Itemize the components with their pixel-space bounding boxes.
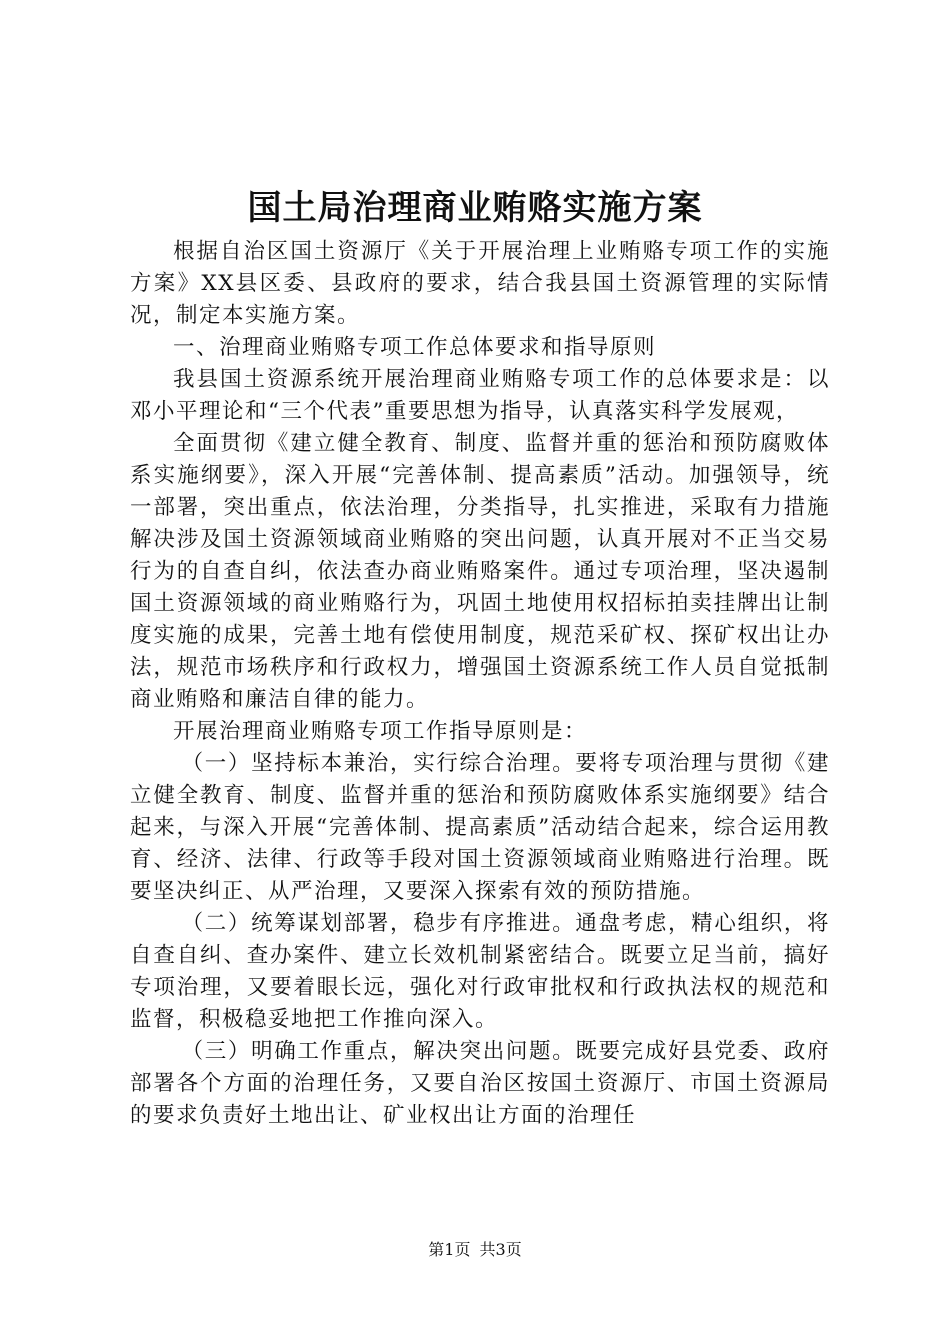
paragraph-principle-2: （二）统筹谋划部署，稳步有序推进。通盘考虑，精心组织，将自查自纠、查办案件、建立长效机制紧密结合。既要立足当前，搞好专项治理，又要着眼长远，强化对行政审批权和行政执法权的规范和监督，积极稳妥地把工作推向深入。 xyxy=(130,911,830,1032)
page-footer xyxy=(0,1240,950,1260)
paragraph-implementation: 全面贯彻《建立健全教育、制度、监督并重的惩治和预防腐败体系实施纲要》，深入开展“完善体制、提高素质”活动。加强领导，统一部署，突出重点，依法治理，分类指导，扎实推进，采取有力措施解决涉及国土资源领域商业贿赂的突出问题，认真开展对不正当交易行为的自查自纠，依法查办商业贿赂案件。通过专项治理，坚决遏制国土资源领域的商业贿赂行为，巩固土地使用权招标拍卖挂牌出让制度实施的成果，完善土地有偿使用制度，规范采矿权、探矿权出让办法，规范市场秩序和行政权力，增强国土资源系统工作人员自觉抵制商业贿赂和廉洁自律的能力。 xyxy=(130,431,830,712)
paragraph-principles-intro: 开展治理商业贿赂专项工作指导原则是： xyxy=(173,719,588,744)
page-number: 第1页 xyxy=(428,1240,471,1259)
section-heading-1: 一、治理商业贿赂专项工作总体要求和指导原则 xyxy=(173,335,657,360)
paragraph-intro: 根据自治区国土资源厅《关于开展治理上业贿赂专项工作的实施方案》XX县区委、县政府的要求，结合我县国土资源管理的实际情况，制定本实施方案。 xyxy=(130,239,830,328)
paragraph-principle-1: （一）坚持标本兼治，实行综合治理。要将专项治理与贯彻《建立健全教育、制度、监督并重的惩治和预防腐败体系实施纲要》结合起来，与深入开展“完善体制、提高素质”活动结合起来，综合运用教育、经济、法律、行政等手段对国土资源领域商业贿赂进行治理。既要坚决纠正、从严治理，又要深入探索有效的预防措施。 xyxy=(130,751,830,904)
paragraph-overall-requirement: 我县国土资源系统开展治理商业贿赂专项工作的总体要求是：以邓小平理论和“三个代表”重要思想为指导，认真落实科学发展观， xyxy=(130,367,830,424)
page-total: 共3页 xyxy=(479,1240,522,1259)
document-title: 国土局治理商业贿赂实施方案 xyxy=(247,188,703,228)
document-body xyxy=(130,236,830,1132)
paragraph-principle-3: （三）明确工作重点，解决突出问题。既要完成好县党委、政府部署各个方面的治理任务，又要自治区按国土资源厅、市国土资源局的要求负责好土地出让、矿业权出让方面的治理任 xyxy=(130,1039,830,1128)
